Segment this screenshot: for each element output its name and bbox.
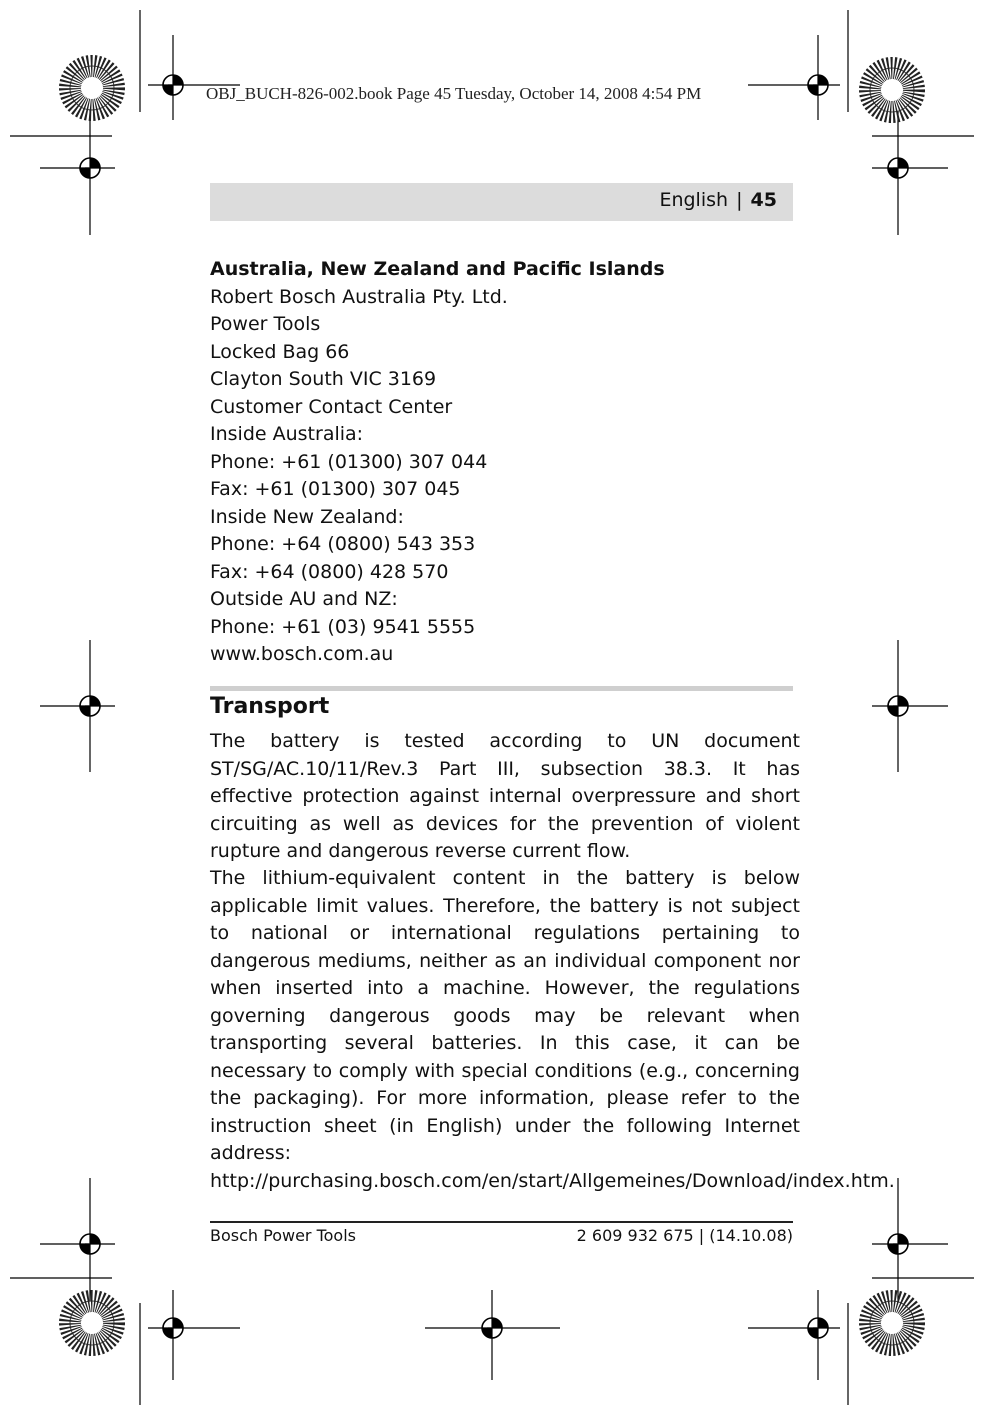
page-header-bar [210,183,793,221]
print-slug: OBJ_BUCH-826-002.book Page 45 Tuesday, October 14, 2008 4:54 PM [206,84,702,103]
contact-line: Inside New Zealand: [210,505,404,528]
header-language: English [659,189,729,211]
contact-line: Outside AU and NZ: [210,588,398,610]
page-header [659,189,777,211]
contact-line: Phone: +61 (03) 9541 5555 [210,615,476,638]
transport-paragraph-2: The lithium-equivalent content in the battery is below applicable limit values. Therefore, the battery is not subject to national or international regulations pertaining to dangerous mediums, neither as an individual component nor when inserted into a machine. However, the regulations governing dangerous goods may be relevant when transporting several batteries. In this case, it can be necessary to comply with special conditions (e.g., concerning the packaging). For more information, please refer to the instruction sheet (in English) under the following Internet address: http://purchasing.bosch.com/en/start/Allgemeines/Download/index.htm. [210,867,895,1192]
header-separator: | [736,189,743,211]
footer-document-number: 2 609 932 675 | (14.10.08) [576,1226,793,1245]
contact-line: Customer Contact Center [210,395,453,418]
contact-block [210,256,793,669]
section-divider [210,686,793,691]
region-heading: Australia, New Zealand and Pacific Islands [210,258,665,280]
website-link[interactable]: www.bosch.com.au [210,643,394,665]
footer-publisher: Bosch Power Tools [210,1226,356,1245]
contact-line: Phone: +61 (01300) 307 044 [210,450,488,473]
contact-line: Power Tools [210,313,321,335]
contact-line: Locked Bag 66 [210,340,350,363]
transport-paragraph-1: The battery is tested according to UN document ST/SG/AC.10/11/Rev.3 Part III, subsection 38.3. It has effective protection against internal overpressure and short circuiting as well as devices for the prevention of violent rupture and dangerous reverse current flow. [210,730,800,862]
contact-line: Fax: +61 (01300) 307 045 [210,478,461,500]
section-title: Transport [210,694,330,719]
contact-line: Clayton South VIC 3169 [210,368,437,390]
contact-line: Phone: +64 (0800) 543 353 [210,533,476,555]
footer-rule [210,1221,793,1223]
page-number: 45 [750,189,777,211]
contact-line: Inside Australia: [210,423,364,445]
contact-line: Robert Bosch Australia Pty. Ltd. [210,285,508,308]
contact-line: Fax: +64 (0800) 428 570 [210,560,449,583]
